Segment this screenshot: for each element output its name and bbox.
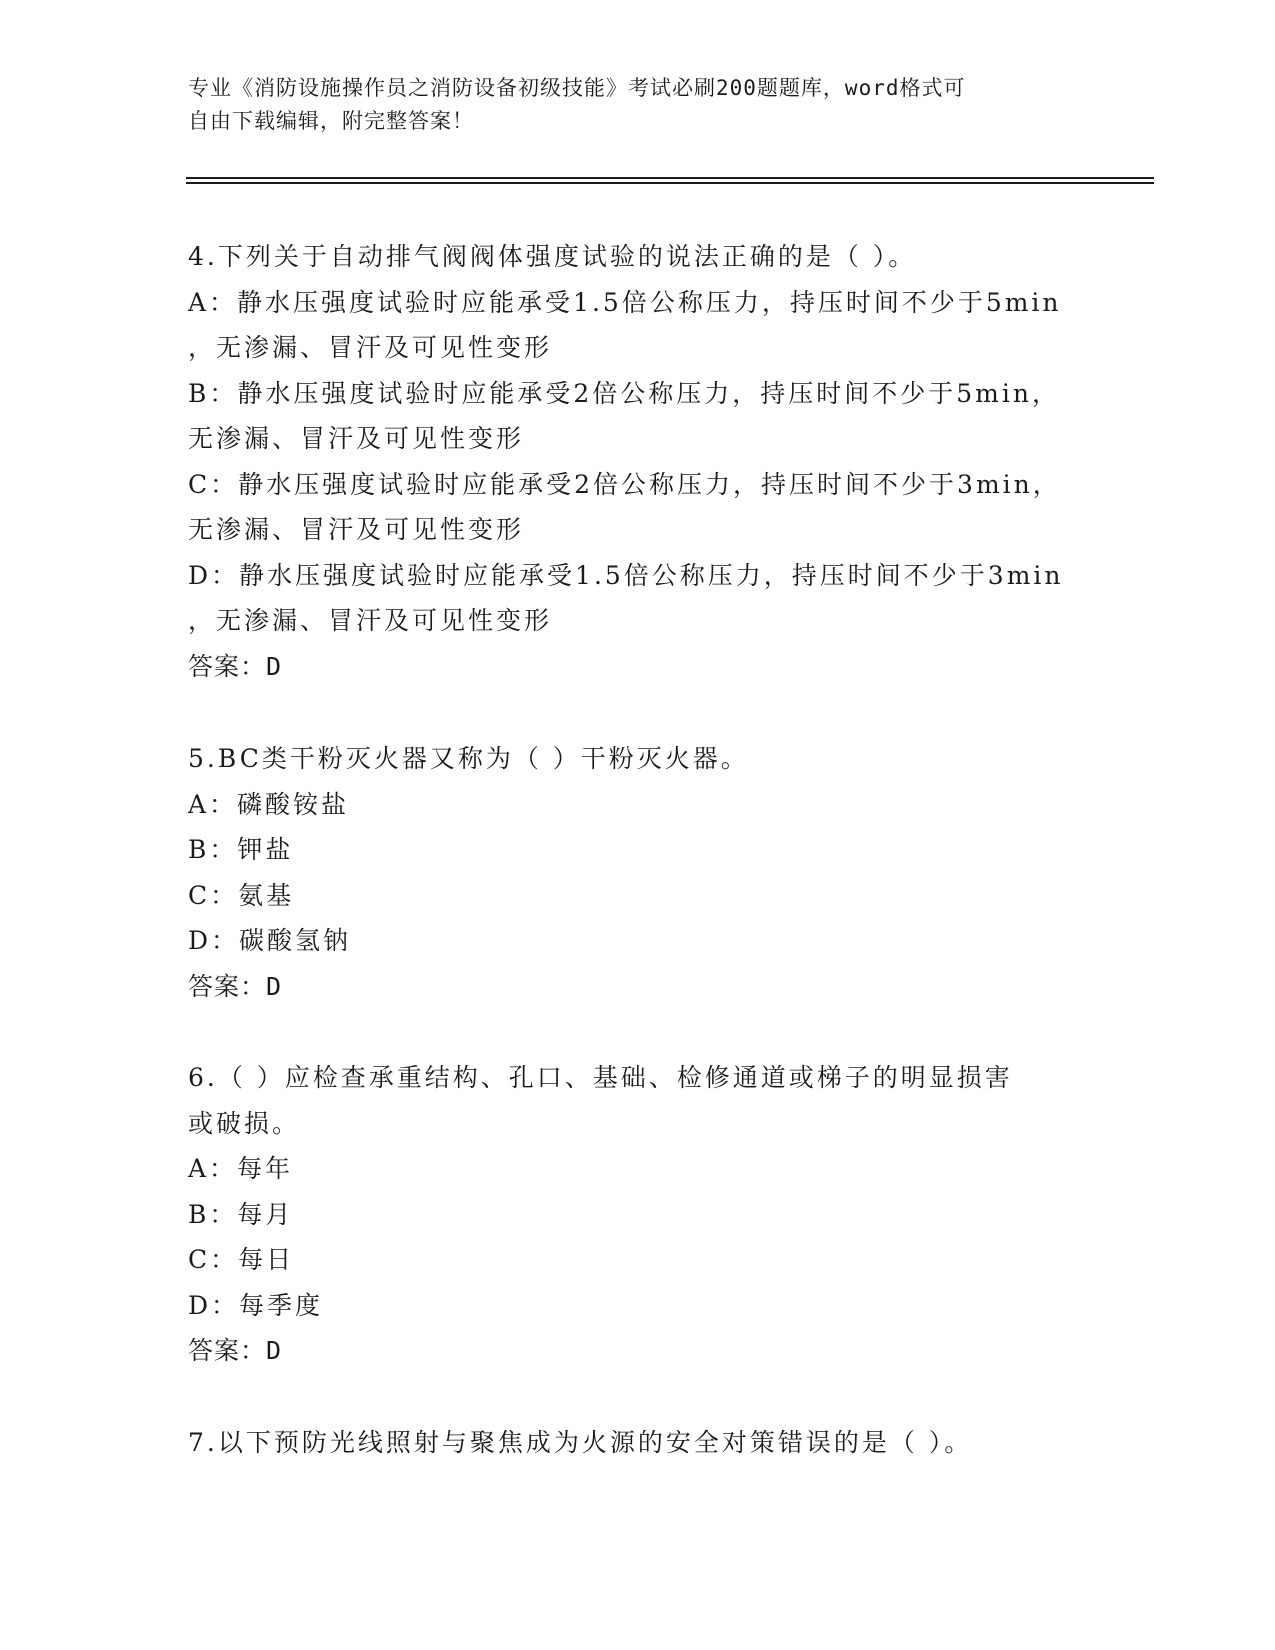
header-line-1: 专业《消防设施操作员之消防设备初级技能》考试必刷200题题库，word格式可: [188, 76, 966, 100]
option-a: A：静水压强度试验时应能承受1.5倍公称压力，持压时间不少于5min: [188, 287, 1062, 317]
header-line-2: 自由下载编辑，附完整答案！: [188, 109, 474, 133]
question-4: [188, 234, 1088, 689]
option-c: C：氨基: [188, 880, 295, 910]
option-a: A：每年: [188, 1154, 294, 1183]
question-stem-continued: 或破损。: [188, 1108, 301, 1138]
option-c: C：静水压强度试验时应能承受2倍公称压力，持压时间不少于3min，: [188, 469, 1061, 499]
question-5: [188, 736, 1088, 1009]
option-b: B：静水压强度试验时应能承受2倍公称压力，持压时间不少于5min，: [188, 378, 1060, 408]
option-b: B：每月: [188, 1199, 294, 1229]
question-stem: 5.BC类干粉灭火器又称为（ ）干粉灭火器。: [188, 744, 749, 773]
question-6: [188, 1055, 1088, 1374]
option-d-continued: ，无渗漏、冒汗及可见性变形: [188, 606, 553, 635]
question-7: [188, 1420, 1088, 1466]
header-rule-bottom: [186, 182, 1154, 184]
document-header: [188, 72, 1088, 138]
option-d: D：每季度: [188, 1290, 324, 1320]
option-d: D：静水压强度试验时应能承受1.5倍公称压力，持压时间不少于3min: [188, 560, 1064, 590]
option-b-continued: 无渗漏、冒汗及可见性变形: [188, 424, 525, 453]
option-c-continued: 无渗漏、冒汗及可见性变形: [188, 515, 525, 544]
option-b: B：钾盐: [188, 835, 294, 864]
question-stem: 6.（ ）应检查承重结构、孔口、基础、检修通道或梯子的明显损害: [188, 1063, 1013, 1092]
answer: 答案：D: [188, 971, 283, 1001]
option-a-continued: ，无渗漏、冒汗及可见性变形: [188, 333, 553, 362]
option-c: C：每日: [188, 1245, 295, 1274]
answer: 答案：D: [188, 651, 283, 681]
option-a: A：磷酸铵盐: [188, 789, 350, 819]
question-stem: 4.下列关于自动排气阀阀体强度试验的说法正确的是（ ）。: [188, 242, 917, 271]
option-d: D：碳酸氢钠: [188, 926, 352, 955]
question-stem: 7.以下预防光线照射与聚焦成为火源的安全对策错误的是（ ）。: [188, 1428, 973, 1457]
answer: 答案：D: [188, 1336, 283, 1365]
header-rule-top: [186, 177, 1154, 179]
